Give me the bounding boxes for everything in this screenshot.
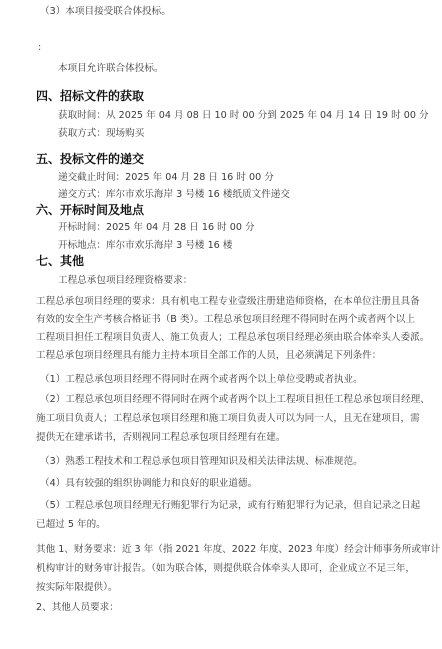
text-line: 工程总承包项目经理资格要求： [58,275,193,286]
text-line: 2、其他人员要求： [36,602,119,613]
text-line: 本项目允许联合体投标。 [58,63,164,74]
text-line: （1）工程总承包项目经理不得同时在两个或者两个以上单位受聘或者执业。 [40,374,363,385]
text-line: 递交方式：库尔市欢乐海岸 3 号楼 16 楼纸质文件递交 [58,189,290,200]
text-line: 提供无在建承诺书，否则视同工程总承包项目经理有在建。 [36,432,286,443]
text-line: （2）工程总承包项目经理不得同时在两个或者两个以上工程项目担任工程总承包项目经理、 [40,394,430,405]
text-line: 获取时间：从 2025 年 04 月 08 日 10 时 00 分到 2025 年 04 月 14 日 19 时 00 分 [58,110,429,121]
text-line: （4）具有较强的组织协调能力和良好的职业道德。 [40,478,258,489]
text-line: 有效的安全生产考核合格证书（B 类）。工程总承包项目经理不得同时在两个或者两个以上 [36,314,415,325]
text-line: 递交截止时间：2025 年 04 月 28 日 16 时 00 分 [58,172,274,183]
section-heading: 五、投标文件的递交 [36,152,145,166]
text-line: 施工项目负责人；工程总承包项目经理和施工项目负责人可以为同一人，且无在建项目，需 [36,413,420,424]
text-line: 其他 1、财务要求：近 3 年（指 2021 年度、2022 年度、2023 年度）经会计师事务所或审计 [36,544,441,555]
text-line: （5）工程总承包项目经理无行贿犯罪行为记录，或有行贿犯罪行为记录，但自记录之日起 [40,500,421,511]
text-line: 按实际年限提供）。 [36,582,118,593]
text-line: 机构审计的财务审计报告。（如为联合体，则提供联合体牵头人即可，企业成立不足三年， [36,563,415,574]
text-line: 开标地点：库尔市欢乐海岸 3 号楼 16 楼 [58,240,233,251]
text-line: （3）本项目接受联合体投标。 [40,6,171,17]
text-line: 获取方式：现场购买 [58,128,145,139]
text-line: 工程项目担任工程项目负责人、施工负责人；工程总承包项目经理必须由联合体牵头人委派。 [36,332,430,343]
text-line: : [38,42,42,53]
text-line: 开标时间：2025 年 04 月 28 日 16 时 00 分 [58,222,255,233]
text-line: （3）熟悉工程技术和工程总承包项目管理知识及相关法律法规、标准规范。 [40,456,363,467]
text-line: 工程总承包项目经理的要求：具有机电工程专业壹级注册建造师资格，在本单位注册且具备 [36,296,420,307]
section-heading: 六、开标时间及地点 [36,203,145,217]
section-heading: 四、招标文件的获取 [36,89,145,103]
section-heading: 七、其他 [36,254,85,268]
text-line: 工程总承包项目经理具有能力主持本项目全部工作的人员，且必须满足下列条件： [36,350,382,361]
text-line: 已超过 5 年的。 [36,519,106,530]
